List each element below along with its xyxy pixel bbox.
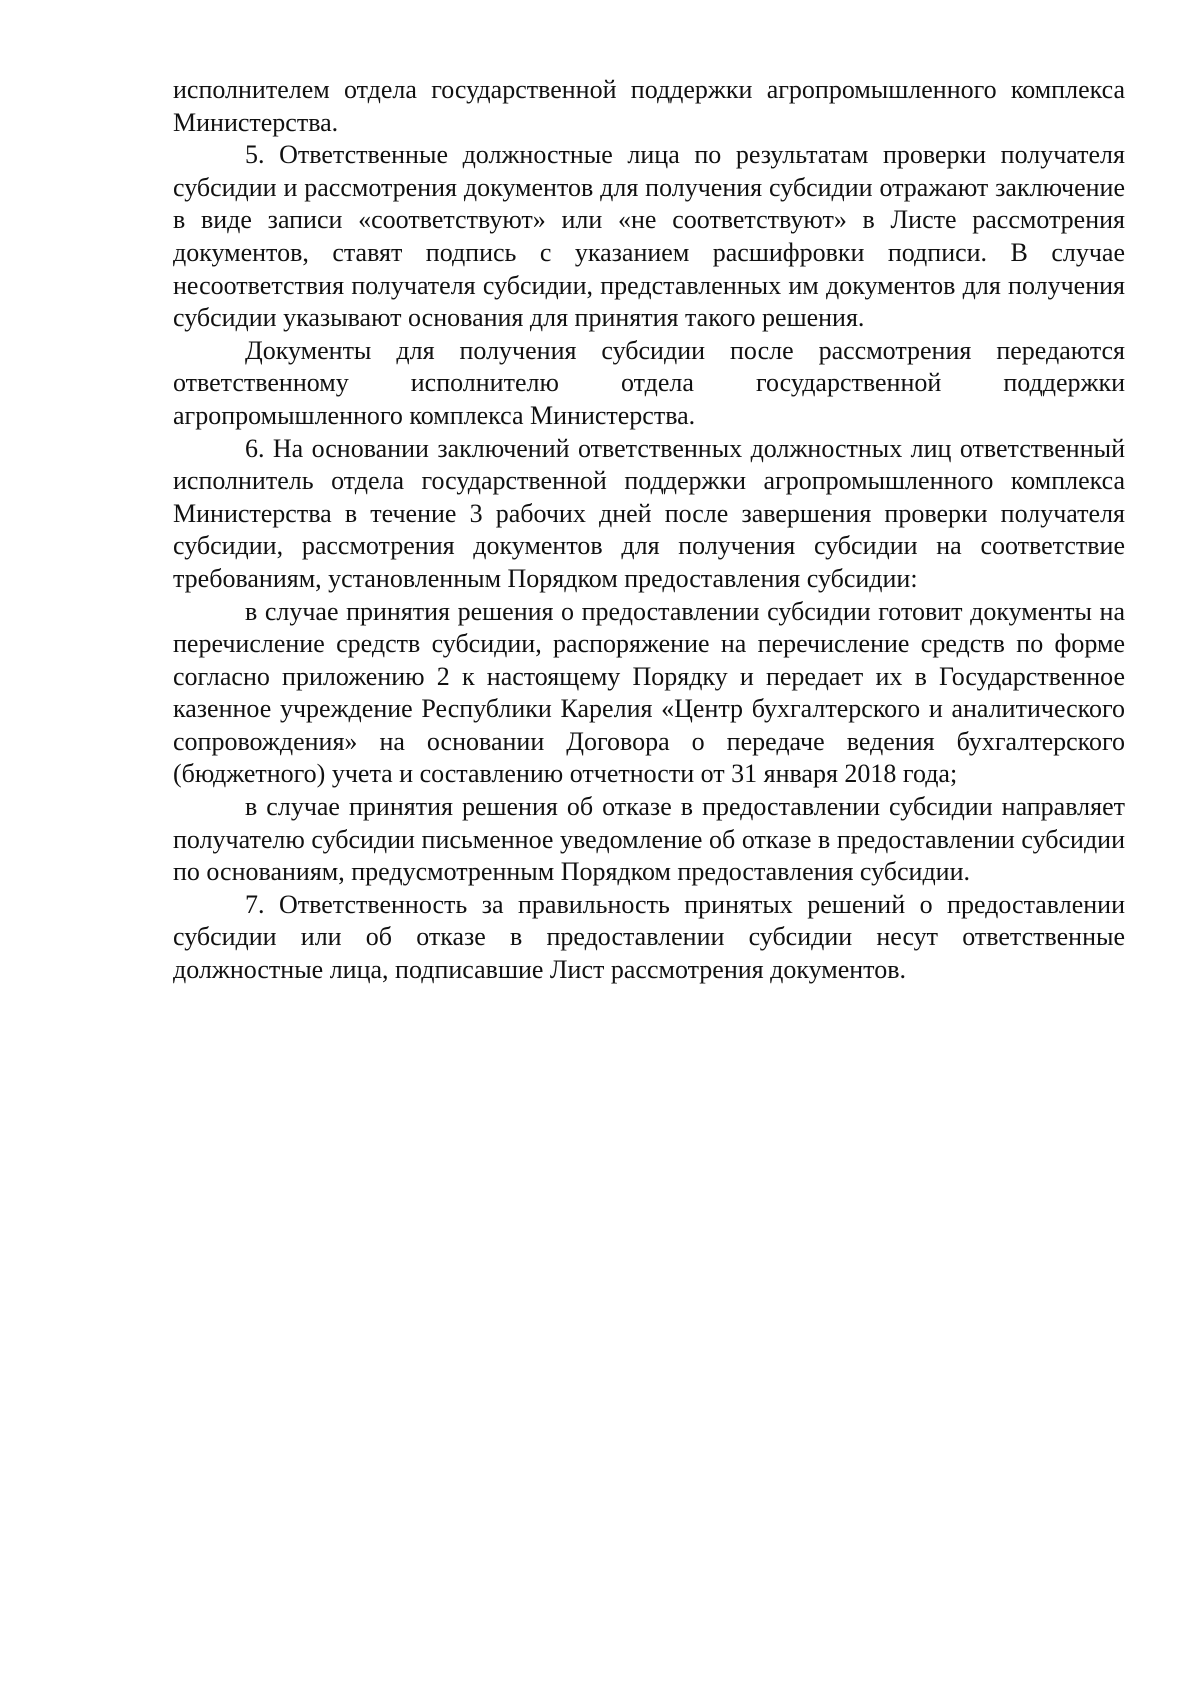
paragraph-item-7: 7. Ответственность за правильность принятых решений о предоставлении субсидии или об отказе в предоставлении субсидии несут ответственные должностные лица, подписавшие Лист рассмотрения документов. [173, 889, 1125, 985]
document-body [173, 74, 1125, 987]
paragraph-grant-decision: в случае принятия решения о предоставлении субсидии готовит документы на перечисление средств субсидии, распоряжение на перечисление средств по форме согласно приложению 2 к настоящему Порядку и передает их в Государственное казенное учреждение Республики Карелия «Центр бухгалтерского и аналитического сопровождения» на основании Договора о передаче ведения бухгалтерского (бюджетного) учета и составлению отчетности от 31 января 2018 года; [173, 596, 1125, 789]
paragraph-item-5: 5. Ответственные должностные лица по результатам проверки получателя субсидии и рассмотрения документов для получения субсидии отражают заключение в виде записи «соответствуют» или «не соответствуют» в Листе рассмотрения документов, ставят подпись с указанием расшифровки подписи. В случае несоответствия получателя субсидии, представленных им документов для получения субсидии указывают основания для принятия такого решения. [173, 140, 1125, 333]
paragraph-item-6: 6. На основании заключений ответственных должностных лиц ответственный исполнитель отдела государственной поддержки агропромышленного комплекса Министерства в течение 3 рабочих дней после завершения проверки получателя субсидии, рассмотрения документов для получения субсидии на соответствие требованиям, установленным Порядком предоставления субсидии: [173, 433, 1125, 593]
paragraph-refusal-decision: в случае принятия решения об отказе в предоставлении субсидии направляет получателю субсидии письменное уведомление об отказе в предоставлении субсидии по основаниям, предусмотренным Порядком предоставления субсидии. [173, 792, 1125, 887]
paragraph-continuation: исполнителем отдела государственной поддержки агропромышленного комплекса Министерства. [173, 75, 1125, 137]
paragraph-documents-transfer: Документы для получения субсидии после рассмотрения передаются ответственному исполнителю отдела государственной поддержки агропромышленного комплекса Министерства. [173, 335, 1125, 430]
